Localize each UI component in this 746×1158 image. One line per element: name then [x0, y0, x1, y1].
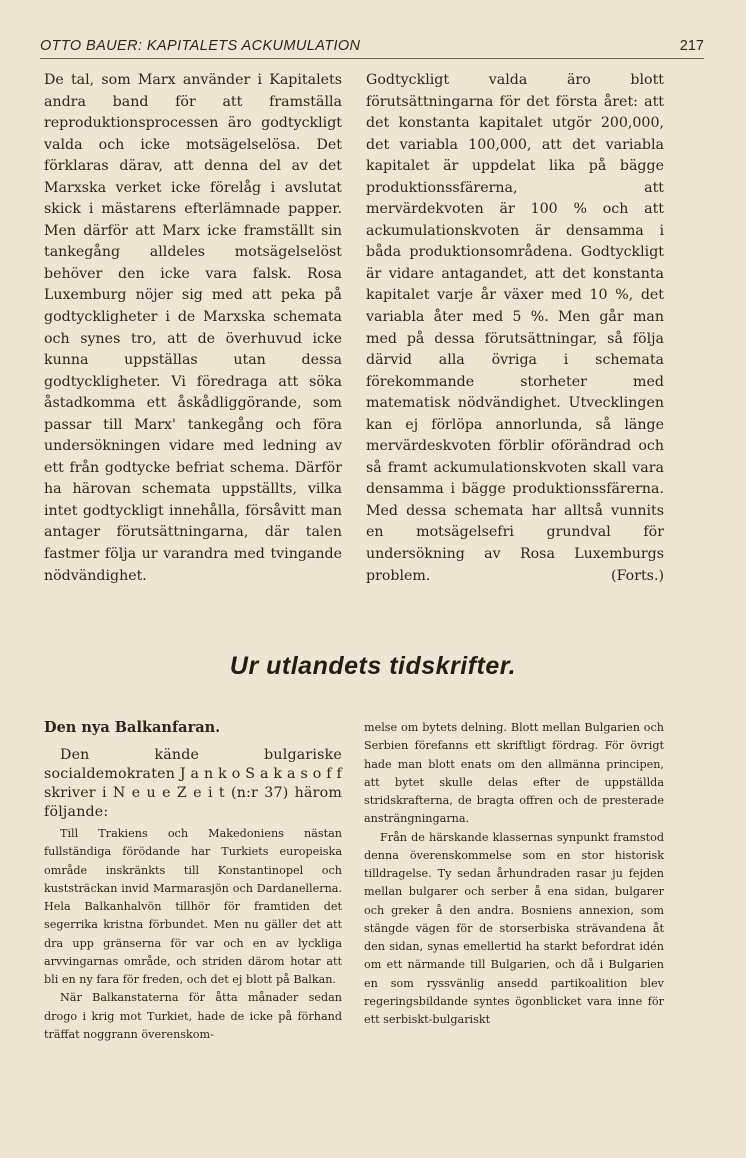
running-header	[40, 36, 704, 59]
running-title: OTTO BAUER: KAPITALETS ACKUMULATION	[40, 38, 361, 54]
paragraph: De tal, som Marx använder i Kapitalets andra band för att framställa reproduktionsprocessen äro godtyckligt valda och icke motsägelselösa. Det förklaras därav, att denna del av det Marxska verket icke förelåg i avslutat skick i mästarens efterlämnade papper. Men därför att Marx icke framställt sin tankegång alldeles motsägelselöst behöver den icke vara falsk. Rosa Luxemburg nöjer sig med att peka på godtyckligheter i de Marxska schemata och synes tro, att de överhuvud icke kunna uppställas utan dessa godtyckligheter. Vi föredraga att söka åstadkomma ett åskådliggörande, som passar till Marx' tankegång och föra undersökningen vidare med ledning av ett från godtycke befriat schema. Därför ha härovan schemata uppställts, vilka intet godtyckligt innehålla, försåvitt man antager förutsättningarna, där talen fastmer följa ur varandra med tvingande nödvändighet.	[44, 72, 342, 584]
paragraph	[366, 70, 664, 587]
continued-note: (Forts.)	[611, 567, 664, 584]
column-bottom-left	[44, 718, 342, 1044]
paragraph: Till Trakiens och Makedoniens nästan fullständiga förödande har Turkiets europeiska område inskränkts till Konstantinopel och kuststräckan invid Marmarasjön och Dardanellerna. Hela Balkanhalvön tillhör för framtiden det segerrika kristna förbundet. Men nu gäller det att dra upp gränserna för var och en av lyckliga arvvingarnas område, och striden därom hotar att bli en ny fara för freden, och det ej blott på Balkan.	[44, 827, 342, 986]
article-intro: Den kände bulgariske socialdemokraten J a n k o S a k a s o f f skriver i N e u e Z e i t (n:r 37) härom följande:	[44, 747, 342, 820]
column-top-right	[366, 70, 664, 587]
column-top-left	[44, 70, 342, 587]
section-title: Ur utlandets tidskrifter.	[229, 652, 517, 680]
column-bottom-right	[364, 719, 664, 1029]
paragraph: Från de härskande klassernas synpunkt framstod denna överenskommelse som en stor historisk tilldragelse. Ty sedan århundraden rasar ju fejden mellan bulgarer och serber å ena sidan, bulgarer och greker å den andra. Bosniens annexion, som stängde vägen för de storserbiska strävandena åt den sidan, synas emellertid ha starkt befordrat idén om ett närmande till Bulgarien, och då i Bulgarien en som ryssvänlig ansedd partikoalition blev regeringsbildande syntes ögonblicket vara inne för ett serbiskt-bulgariskt	[364, 830, 664, 1026]
paragraph-text: Godtyckligt valda äro blott förutsättningarna för det första året: att det konstanta kapitalet utgör 200,000, det variabla 100,000, att det variabla kapitalet är uppdelat lika på bägge produktionssfärerna, att mervärdekvoten är 100 % och att ackumulationskvoten är densamma i båda produktionsområdena. Godtyckligt är vidare antagandet, att det konstanta kapitalet varje år växer med 10 %, det variabla åter med 5 %. Men går man med på dessa förutsättningar, så följa därvid alla övriga i schemata förekommande storheter med matematisk nödvändighet. Utvecklingen kan ej förlöpa annorlunda, så länge mervärdeskvoten förblir oförändrad och så framt ackumulationskvoten skall vara densamma i bägge produktionssfärerna. Med dessa schemata har alltså vunnits en motsägelsefri grundval för undersökning av Rosa Luxemburgs problem.	[366, 72, 664, 584]
article-title: Den nya Balkanfaran.	[44, 719, 221, 736]
page-number: 217	[679, 38, 704, 54]
paragraph: melse om bytets delning. Blott mellan Bulgarien och Serbien förefanns ett skriftligt fördrag. För övrigt hade man blott enats om den allmänna principen, att bytet skulle delas efter de uppställda stridskrafterna, de bragta offren och de presterade ansträngningarna.	[364, 721, 664, 826]
paragraph: När Balkanstaterna för åtta månader sedan drogo i krig mot Turkiet, hade de icke på förhand träffat noggrann överenskom-	[44, 991, 342, 1041]
